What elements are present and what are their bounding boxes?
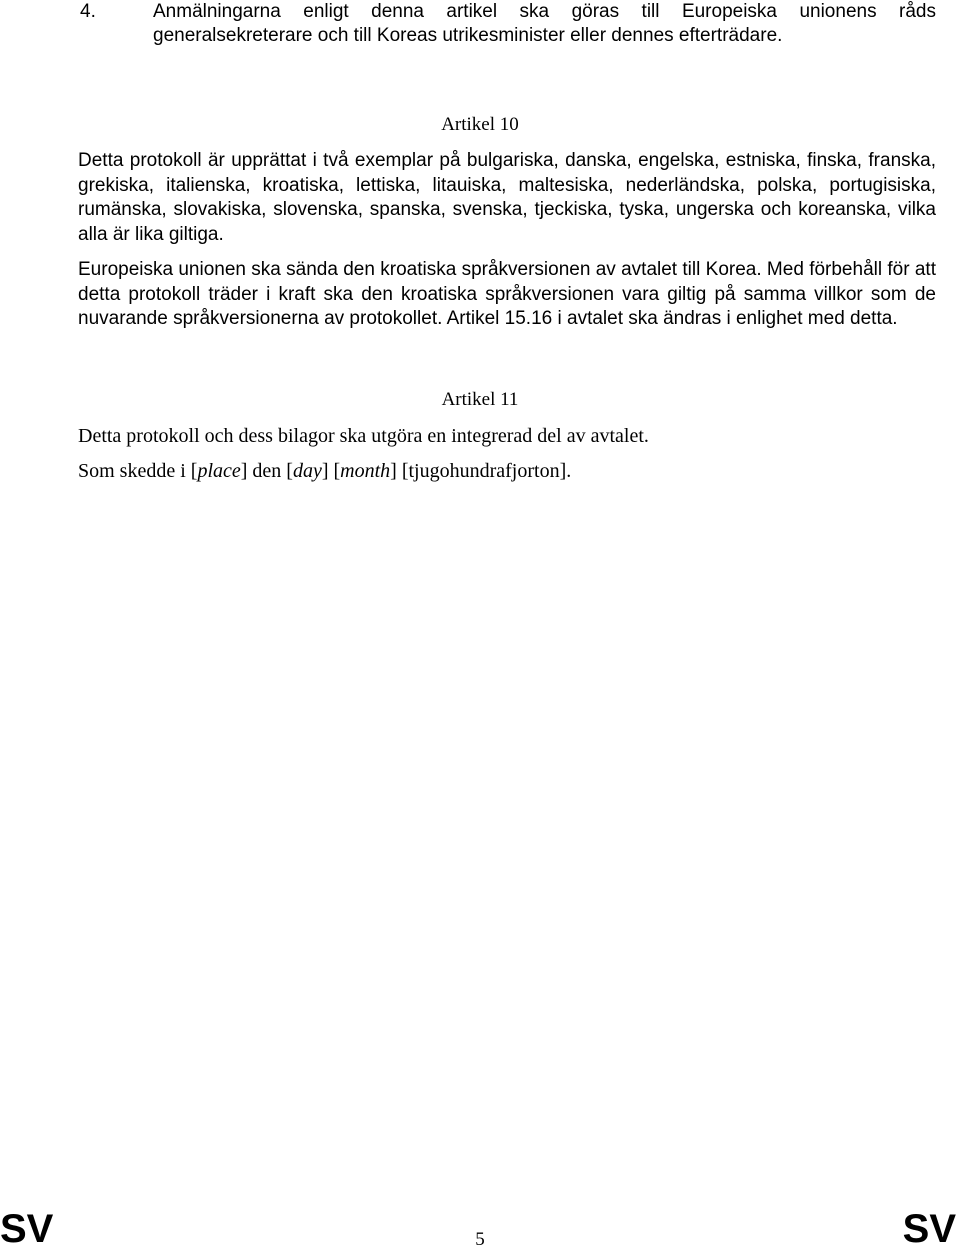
article-11-heading: Artikel 11 bbox=[441, 389, 519, 410]
signoff-day-placeholder: day bbox=[292, 460, 322, 482]
signoff-mid-1: ] den [ bbox=[240, 460, 293, 482]
paragraph-text: Anmälningarna enligt denna artikel ska göras till Europeiska unionens råds generalsekreterare och till Koreas utrikesminister eller dennes efterträdare. bbox=[153, 1, 936, 46]
signoff-prefix: Som skedde i [ bbox=[78, 460, 198, 482]
footer-page-number: 5 bbox=[475, 1229, 485, 1250]
footer-language-left: SV bbox=[0, 1207, 54, 1251]
article-10-paragraph-2: Europeiska unionen ska sända den kroatiska språkversionen av avtalet till Korea. Med förbehåll för att detta protokoll träder i kraft ska den kroatiska språkversionen vara giltig på samma villkor som de nuvarande språkversionerna av protokollet. Artikel 15.16 i avtalet ska ändras i enlighet med detta. bbox=[78, 259, 936, 329]
article-10-paragraph-1: Detta protokoll är upprättat i två exemplar på bulgariska, danska, engelska, estniska, finska, franska, grekiska, italienska, kroatiska, lettiska, litauiska, maltesiska, nederländska, polska, portugisiska, rumänska, slovakiska, slovenska, spanska, svenska, tjeckiska, tyska, ungerska och koreanska, vilka alla är lika giltiga. bbox=[78, 150, 936, 245]
signoff-mid-2: ] [ bbox=[321, 460, 341, 482]
article-10-heading: Artikel 10 bbox=[441, 114, 519, 135]
paragraph-number: 4. bbox=[80, 1, 96, 22]
signoff-month-placeholder: month bbox=[340, 460, 391, 482]
paragraph-item-4 bbox=[80, 0, 936, 48]
signoff-place-placeholder: place bbox=[197, 460, 241, 482]
signoff-suffix: ] [tjugohundrafjorton]. bbox=[390, 460, 572, 482]
signoff-line bbox=[78, 459, 936, 484]
footer-language-right: SV bbox=[902, 1207, 956, 1251]
article-11-paragraph-1: Detta protokoll och dess bilagor ska utgöra en integrerad del av avtalet. bbox=[78, 425, 649, 447]
